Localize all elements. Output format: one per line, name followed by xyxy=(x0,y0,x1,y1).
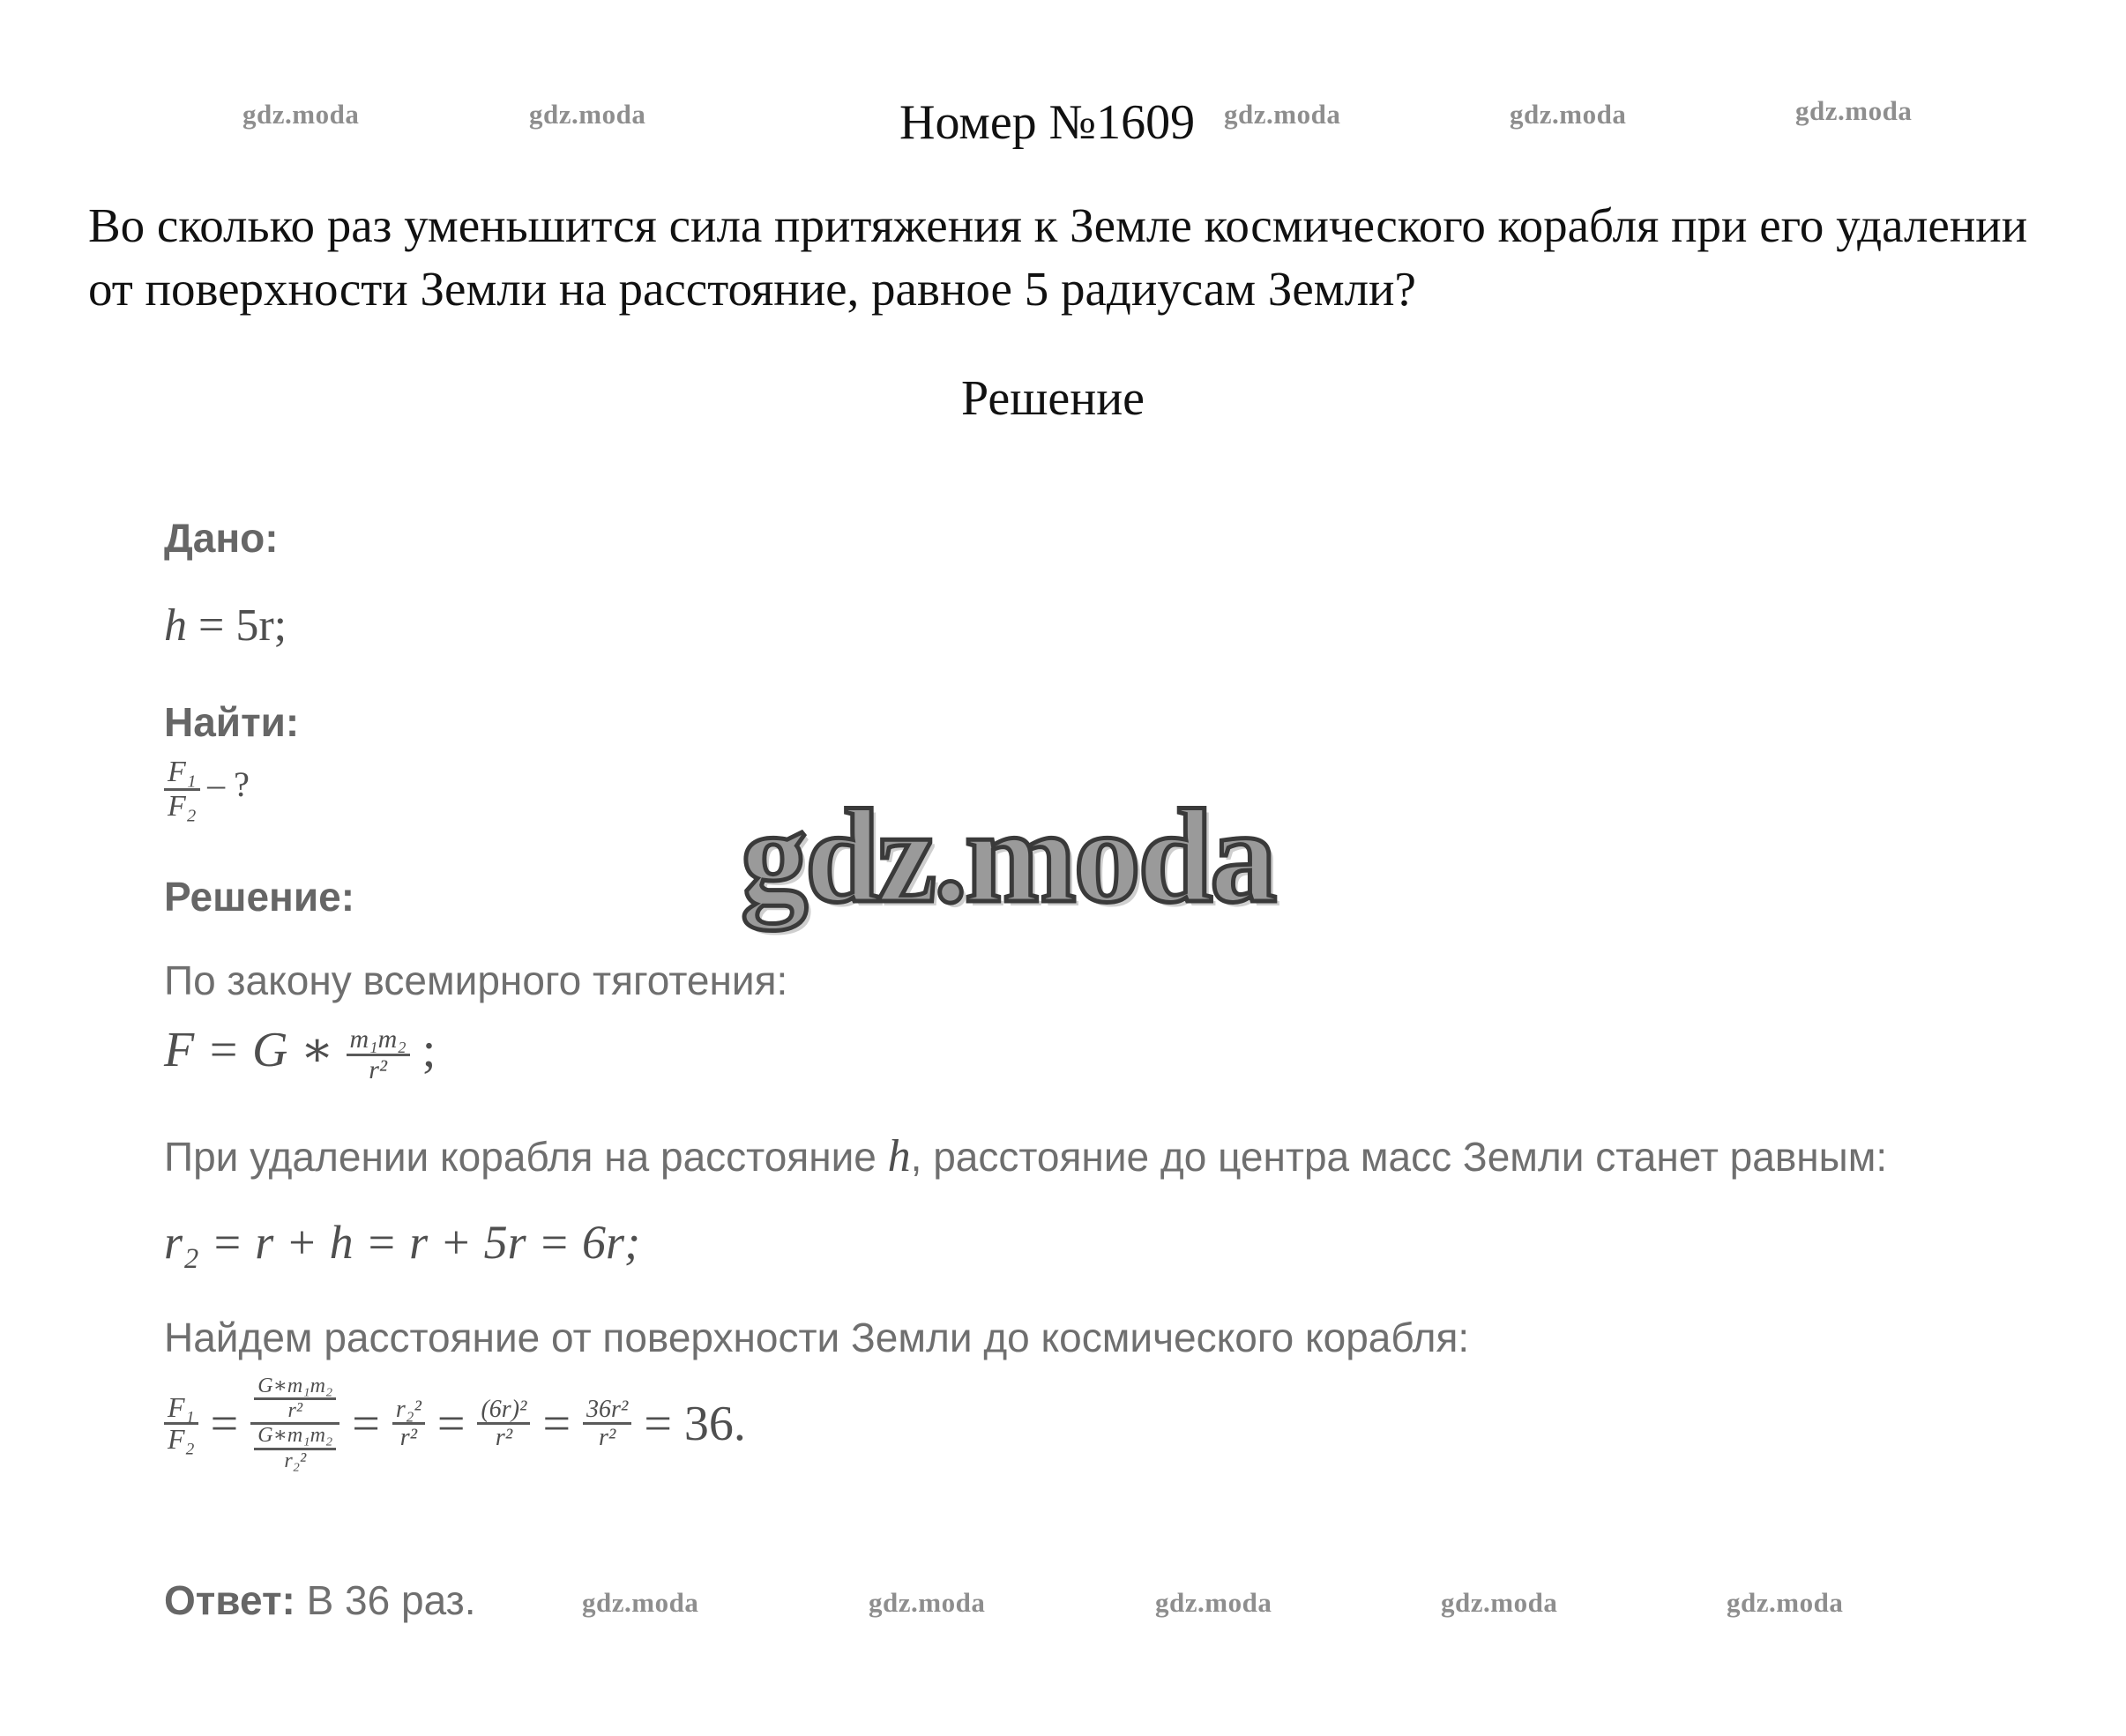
find-numerator: F₁ xyxy=(164,756,200,791)
find-fraction xyxy=(164,756,200,822)
ratio-inner-top-den: r² xyxy=(287,1399,303,1423)
ratio-fraction-2 xyxy=(392,1397,425,1451)
gravity-formula xyxy=(164,1021,436,1084)
watermark-text: gdz.moda xyxy=(1441,1587,1558,1618)
ratio-fraction-2-num: r₂² xyxy=(392,1397,425,1425)
ratio-big-fraction xyxy=(250,1375,339,1472)
given-formula xyxy=(164,600,287,652)
ratio-fraction-4 xyxy=(583,1397,631,1451)
given-equation: = 5r; xyxy=(198,600,287,651)
answer-label: Ответ: xyxy=(164,1577,295,1623)
watermark-text: gdz.moda xyxy=(1510,99,1627,130)
ratio-fraction-4-den: r² xyxy=(599,1424,616,1452)
solution-heading: Решение xyxy=(961,371,1145,426)
ratio-formula xyxy=(164,1375,746,1472)
find-formula xyxy=(164,756,250,822)
ratio-inner-bottom-num: G∗m₁m₂ xyxy=(254,1425,336,1449)
answer-line xyxy=(164,1576,476,1624)
watermark-text: gdz.moda xyxy=(1224,99,1341,130)
ratio-lhs-numerator: F₁ xyxy=(164,1393,198,1426)
r2-formula: r₂ = r + h = r + 5r = 6r; xyxy=(164,1216,641,1269)
ratio-fraction-3 xyxy=(477,1397,530,1451)
answer-text: В 36 раз. xyxy=(306,1577,476,1623)
solution-label: Решение: xyxy=(164,874,355,920)
watermark-text: gdz.moda xyxy=(242,99,360,130)
ratio-fraction-4-num: 36r² xyxy=(583,1397,631,1425)
ratio-inner-top-num: G∗m₁m₂ xyxy=(254,1375,336,1400)
find-tail: – ? xyxy=(207,764,250,804)
gravity-tail: ; xyxy=(421,1023,436,1077)
distance-text-before: При удалении корабля на расстояние xyxy=(164,1134,877,1180)
ratio-big-denominator xyxy=(250,1425,339,1472)
watermark-logo: gdz.moda xyxy=(741,782,1275,930)
ratio-lhs-denominator: F₂ xyxy=(168,1423,195,1456)
given-h-var: h xyxy=(164,600,187,651)
ratio-inner-bottom-fraction xyxy=(254,1425,336,1472)
find-distance-text: Найдем расстояние от поверхности Земли до космического корабля: xyxy=(164,1315,1470,1360)
ratio-equals: = xyxy=(352,1396,380,1451)
law-text: По закону всемирного тяготения: xyxy=(164,957,788,1003)
distance-text xyxy=(164,1130,1887,1182)
ratio-lhs-fraction xyxy=(164,1390,198,1456)
ratio-big-numerator xyxy=(250,1375,339,1425)
problem-statement: Во сколько раз уменьшится сила притяжения к Земле космического корабля при его удалении от поверхности Земли на расстояние, равное 5 радиусам Земли? xyxy=(88,198,2028,316)
watermark-text: gdz.moda xyxy=(1727,1587,1844,1618)
ratio-equals: = xyxy=(436,1396,466,1451)
page-title: Номер №1609 xyxy=(899,95,1196,150)
find-label: Найти: xyxy=(164,699,300,745)
ratio-result: = 36. xyxy=(644,1396,746,1451)
ratio-equals: = xyxy=(542,1396,571,1451)
ratio-inner-top-fraction xyxy=(254,1375,336,1422)
watermark-text: gdz.moda xyxy=(582,1587,699,1618)
ratio-fraction-3-num: (6r)² xyxy=(477,1397,530,1425)
given-label: Дано: xyxy=(164,515,279,561)
ratio-fraction-2-den: r² xyxy=(399,1424,418,1452)
ratio-equals: = xyxy=(210,1396,239,1451)
watermark-text: gdz.moda xyxy=(1155,1587,1272,1618)
distance-var: h xyxy=(887,1131,911,1181)
ratio-inner-bottom-den: r₂² xyxy=(284,1449,307,1472)
gravity-lhs: F = G ∗ xyxy=(164,1023,334,1077)
gravity-numerator: m₁m₂ xyxy=(347,1025,410,1056)
gravity-denominator: r² xyxy=(369,1054,387,1084)
gravity-fraction xyxy=(347,1025,410,1084)
watermark-text: gdz.moda xyxy=(529,99,646,130)
find-denominator: F₂ xyxy=(168,789,197,823)
watermark-text: gdz.moda xyxy=(869,1587,986,1618)
watermark-text: gdz.moda xyxy=(1795,95,1913,126)
distance-text-after: , расстояние до центра масс Земли станет равным: xyxy=(910,1134,1888,1180)
ratio-fraction-3-den: r² xyxy=(495,1424,513,1452)
